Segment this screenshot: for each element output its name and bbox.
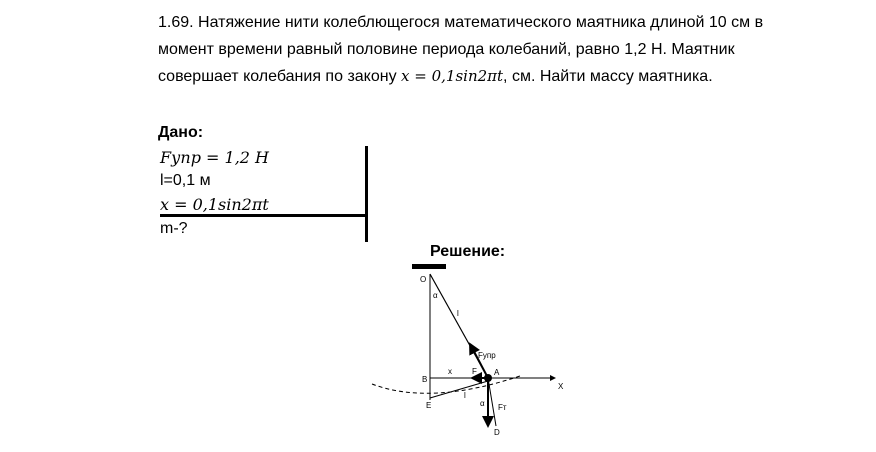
given-divider-horizontal	[160, 214, 366, 217]
label-e: E	[426, 401, 432, 410]
label-l-bottom: l	[464, 391, 466, 400]
label-f-upr: Fупр	[478, 351, 496, 360]
label-b: B	[422, 375, 428, 384]
label-x-axis: X	[558, 382, 564, 391]
ceiling-support	[412, 264, 446, 269]
pendulum-bob	[484, 374, 492, 382]
given-law: x = 0,1sin2πt	[160, 195, 269, 214]
label-d: D	[494, 428, 500, 437]
a-d-line	[488, 378, 496, 426]
given-unknown: m-?	[160, 220, 188, 237]
solution-title: Решение:	[430, 243, 506, 260]
label-f-small: F	[472, 367, 477, 376]
label-x-small: x	[448, 367, 452, 376]
label-alpha-top: α	[433, 291, 438, 300]
pendulum-figure	[360, 258, 590, 448]
label-alpha-bottom: α	[480, 399, 485, 408]
given-divider-vertical	[365, 146, 368, 242]
problem-text-after: , см. Найти массу маятника.	[503, 68, 713, 85]
given-title: Дано:	[158, 124, 204, 141]
problem-text-before: 1.69. Натяжение нити колеблющегося математического маятника длиной 10 см в момент времени равный половине периода колебаний, равно 1,2 Н. Маятник совершает колебания по закону	[158, 14, 764, 85]
problem-law: x = 0,1sin2πt	[401, 67, 504, 85]
label-l-top: l	[457, 309, 459, 318]
problem-statement	[158, 10, 798, 91]
label-f-t: Fт	[498, 403, 507, 412]
label-a: A	[494, 368, 500, 377]
given-length: l=0,1 м	[160, 172, 211, 189]
e-a-line	[430, 381, 488, 398]
given-force: Fупр = 1,2 Н	[160, 148, 269, 167]
label-o: O	[420, 275, 427, 284]
trajectory-arc	[372, 376, 520, 393]
